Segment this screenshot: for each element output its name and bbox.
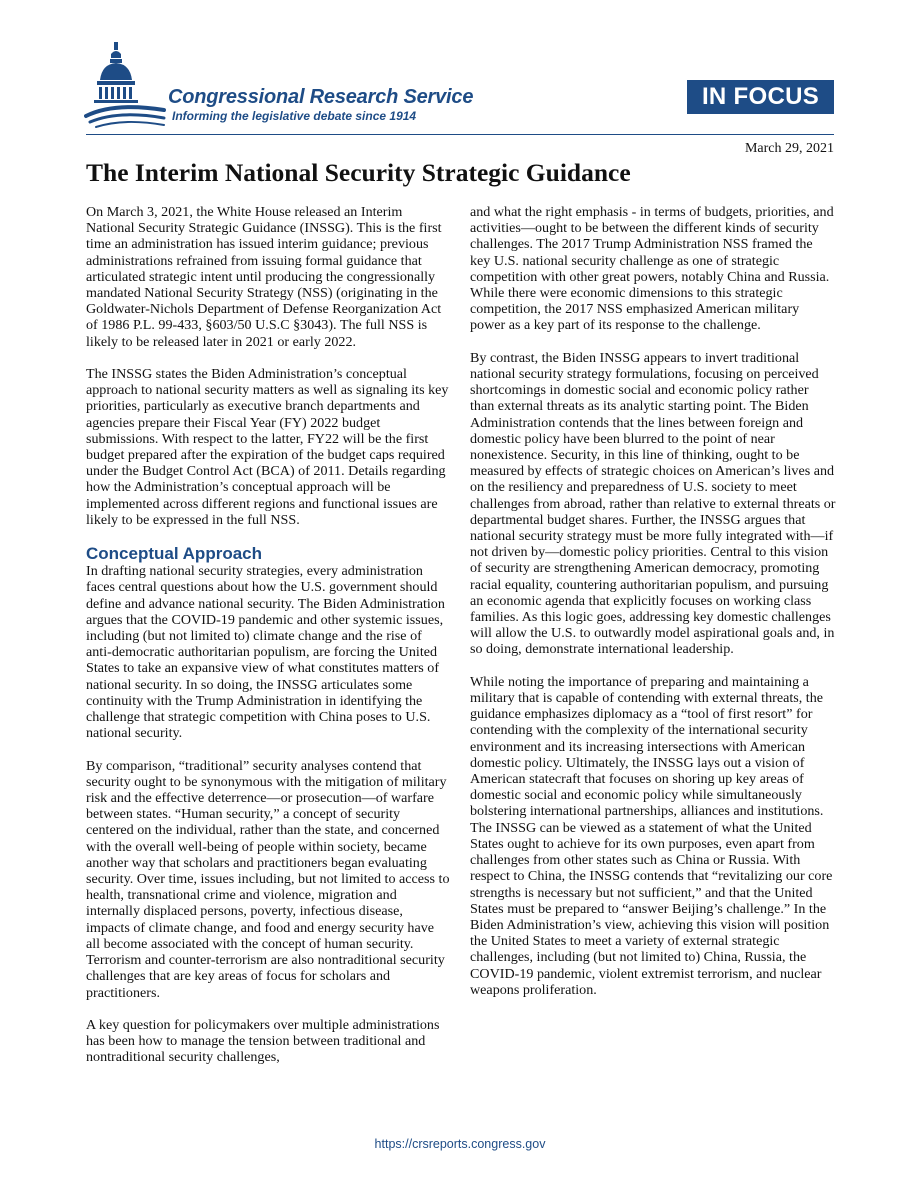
paragraph-biden-inssg: By contrast, the Biden INSSG appears to invert traditional national security strategy formulations, focusing on perceived shortcomings in domestic social and economic policy rather than external threats as its analytic starting point. The Biden Administration contends that the lines between foreign and domestic policy have been blurred to the point of near nonexistence. Security, in this line of thinking, ought to be measured by effects of strategic choices on American’s lives and on the resiliency and preparedness of U.S. society to meet challenges from abroad, rather than relative to external threats or departmental budget shares. Further, the INSSG argues that national security strategy must be more fully integrated with—if not driven by—domestic policy priorities. Central to this vision of security are strengthening American democracy, promoting racial equality, countering authoritarian populism, and pursuing an economic agenda that explicitly focuses on working class families. As this logic goes, addressing key domestic challenges will allow the U.S. to outwardly model aspirational goals and, in so doing, demonstrate international leadership. (470, 349, 836, 658)
in-focus-badge: IN FOCUS (687, 80, 834, 114)
org-name: Congressional Research Service (168, 86, 474, 108)
paragraph-diplomacy: While noting the importance of preparing and maintaining a military that is capable of contending with external threats, the guidance emphasizes diplomacy as a “tool of first resort” for contending with the complexity of the international security environment and its increasing intersections with American domestic policy. Ultimately, the INSSG lays out a vision of American statecraft that focuses on shoring up key areas of domestic social and economic policy while simultaneously bolstering international partnerships, alliances and institutions. The INSSG can be viewed as a statement of what the United States ought to achieve for its own purposes, even apart from challenges from other states such as China or Russia. With respect to China, the INSSG contends that “revitalizing our core strengths is necessary but not sufficient,” and that the United States must be prepared to “answer Beijing’s challenge.” In the Biden Administration’s view, achieving this vision will position the United States to meet a variety of external strategic challenges, including (but not limited to) China, Russia, the COVID-19 pandemic, violent extremist terrorism, and nuclear weapons proliferation. (470, 673, 833, 998)
paragraph-emphasis: and what the right emphasis - in terms of budgets, priorities, and activities—ought to be between the different kinds of security challenges. The 2017 Trump Administration NSS framed the key U.S. national security challenge as one of strategic competition with other great powers, notably China and Russia. While there were economic dimensions to this strategic competition, the 2017 NSS emphasized American military power as a key part of its response to the challenge. (470, 204, 834, 334)
paragraph-intro: On March 3, 2021, the White House released an Interim National Security Strategic Guidance (INSSG). This is the first time an administration has issued interim guidance; previous administrations refrained from issuing formal guidance that articulated strategic intent until producing the congressionally mandated National Security Strategy (NSS) (originating in the Goldwater-Nichols Department of Defense Reorganization Act of 1986 P.L. 99-433, §603/50 U.S.C §3043). The full NSS is likely to be released later in 2021 or early 2022. (86, 204, 442, 350)
section-heading: Conceptual Approach (86, 544, 262, 564)
header-rule (86, 134, 834, 135)
right-column (470, 204, 836, 1014)
document-title: The Interim National Security Strategic Guidance (86, 158, 631, 187)
footer-link[interactable]: https://crsreports.congress.gov (374, 1137, 546, 1151)
paragraph-inssg-priorities: The INSSG states the Biden Administration’s conceptual approach to national security matters as well as signaling its key priorities, particularly as executive branch departments and agencies prepare their Fiscal Year (FY) 2022 budget submissions. With respect to the latter, FY22 will be the first budget prepared after the expiration of the budget caps required under the Budget Control Act (BCA) of 2011. Details regarding how the Administration’s conceptual approach will be implemented across different regions and functional issues are likely to be expressed in the full NSS. (86, 366, 449, 528)
publication-date: March 29, 2021 (744, 141, 834, 156)
paragraph-key-question: A key question for policymakers over multiple administrations has been how to manage the tension between traditional and nontraditional security challenges, (86, 1016, 440, 1066)
paragraph-drafting: In drafting national security strategies, every administration faces central questions about how the U.S. government should define and advance national security. The Biden Administration argues that the COVID-19 pandemic and other systemic issues, including (but not limited to) climate change and the rise of anti-democratic authoritarian populism, are forcing the United States to take an expansive view of what constitutes matters of national security. In so doing, the INSSG articulates some continuity with the Trump Administration in identifying the challenge that strategic competition with China poses to U.S. national security. (86, 563, 445, 742)
org-tagline: Informing the legislative debate since 1914 (172, 109, 417, 123)
left-column (86, 204, 450, 1082)
paragraph-traditional-security: By comparison, “traditional” security analyses contend that security ought to be synonymous with the mitigation of military risk and the effective deterrence—or prosecution—of warfare between states. “Human security,” a concept of security centered on the individual, rather than the state, and concerned with the overall well-being of people within society, became another way that scholars and practitioners began evaluating security. Over time, issues including, but not limited to access to health, transnational crime and violence, migration and internally displaced persons, poverty, infectious disease, impacts of climate change, and food and energy security have all become associated with the concept of human security. Terrorism and counter-terrorism are also nontraditional security challenges that are key areas of focus for scholars and practitioners. (86, 757, 450, 1001)
capitol-dome-icon (84, 40, 166, 128)
